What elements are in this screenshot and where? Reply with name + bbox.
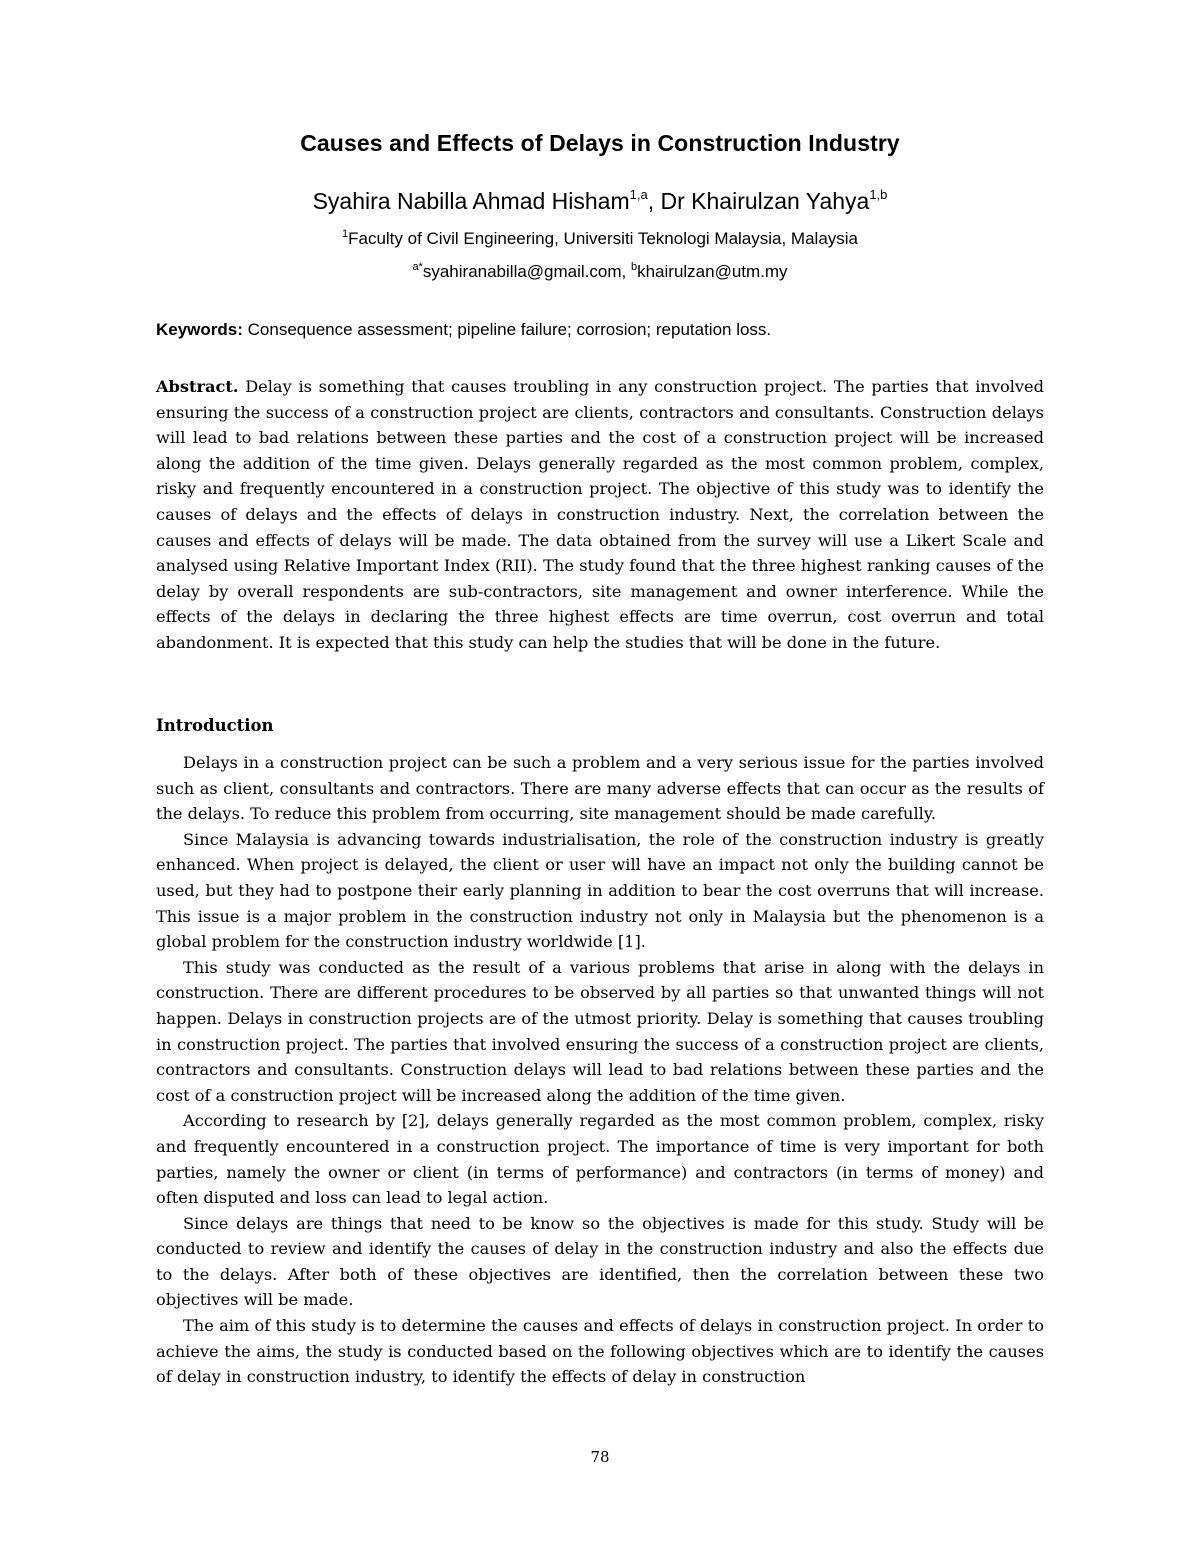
author-list (0, 188, 1200, 215)
abstract-label: Abstract. (156, 377, 239, 396)
keywords-text: Consequence assessment; pipeline failure; corrosion; reputation loss. (242, 320, 772, 339)
keywords (156, 320, 1046, 340)
email-address: khairulzan@utm.my (637, 262, 788, 281)
author-name: Syahira Nabilla Ahmad Hisham (312, 188, 630, 214)
abstract (156, 374, 1044, 656)
keywords-label: Keywords: (156, 320, 243, 339)
section-heading-introduction: Introduction (156, 716, 274, 735)
author-superscript: 1,b (869, 187, 888, 202)
body-paragraph: Delays in a construction project can be such a problem and a very serious issue for the parties involved such as client, consultants and contractors. There are many adverse effects that can occur as the results of the delays. To reduce this problem from occurring, site management should be made carefully. (156, 753, 1044, 824)
email-superscript: a* (412, 261, 423, 273)
email-superscript: b (630, 261, 638, 273)
email-address: syahiranabilla@gmail.com, (422, 262, 631, 281)
affiliation-text: Faculty of Civil Engineering, Universiti Teknologi Malaysia, Malaysia (348, 229, 859, 248)
body-paragraph: Since Malaysia is advancing towards industrialisation, the role of the construction industry is greatly enhanced. When project is delayed, the client or user will have an impact not only the building cannot be used, but they had to postpone their early planning in addition to bear the cost overruns that will increase. This issue is a major problem in the construction industry not only in Malaysia but the phenomenon is a global problem for the construction industry worldwide [1]. (156, 829, 1044, 952)
introduction-body (156, 750, 1044, 1390)
affiliation (0, 229, 1200, 249)
abstract-text: Delay is something that causes troubling in any construction project. The parties that involved ensuring the success of a construction project are clients, contractors and consultants. Construction delays will lead to bad relations between these parties and the cost of a construction project will be increased along the addition of the time given. Delays generally regarded as the most common problem, complex, risky and frequently encountered in a construction project. The objective of this study was to identify the causes of delays and the effects of delays in construction industry. Next, the correlation between the causes and effects of delays will be made. The data obtained from the survey will use a Likert Scale and analysed using Relative Important Index (RII). The study found that the three highest ranking causes of the delay by overall respondents are sub-contractors, site management and owner interference. While the effects of the delays in declaring the three highest effects are time overrun, cost overrun and total abandonment. It is expected that this study can help the studies that will be done in the future. (156, 377, 1044, 652)
author-emails (0, 262, 1200, 282)
body-paragraph: The aim of this study is to determine the causes and effects of delays in construction project. In order to achieve the aims, the study is conducted based on the following objectives which are to identify the causes of delay in construction industry, to identify the effects of delay in construction (156, 1316, 1044, 1387)
paper-title: Causes and Effects of Delays in Construction Industry (300, 130, 900, 156)
author-separator: , (647, 188, 661, 214)
body-paragraph: Since delays are things that need to be know so the objectives is made for this study. Study will be conducted to review and identify the causes of delay in the construction industry and also the effects due to the delays. After both of these objectives are identified, then the correlation between these two objectives will be made. (156, 1213, 1044, 1310)
body-paragraph: According to research by [2], delays generally regarded as the most common problem, complex, risky and frequently encountered in a construction project. The importance of time is very important for both parties, namely the owner or client (in terms of performance) and contractors (in terms of money) and often disputed and loss can lead to legal action. (156, 1111, 1044, 1208)
abstract-paragraph (156, 374, 1044, 656)
author-name: Dr Khairulzan Yahya (660, 188, 870, 214)
page-number: 78 (590, 1448, 610, 1466)
body-paragraph: This study was conducted as the result of a various problems that arise in along with the delays in construction. There are different procedures to be observed by all parties so that unwanted things will not happen. Delays in construction projects are of the utmost priority. Delay is something that causes troubling in construction project. The parties that involved ensuring the success of a construction project are clients, contractors and consultants. Construction delays will lead to bad relations between these parties and the cost of a construction project will be increased along the addition of the time given. (156, 957, 1044, 1105)
affiliation-superscript: 1 (341, 228, 349, 240)
author-superscript: 1,a (629, 187, 648, 202)
